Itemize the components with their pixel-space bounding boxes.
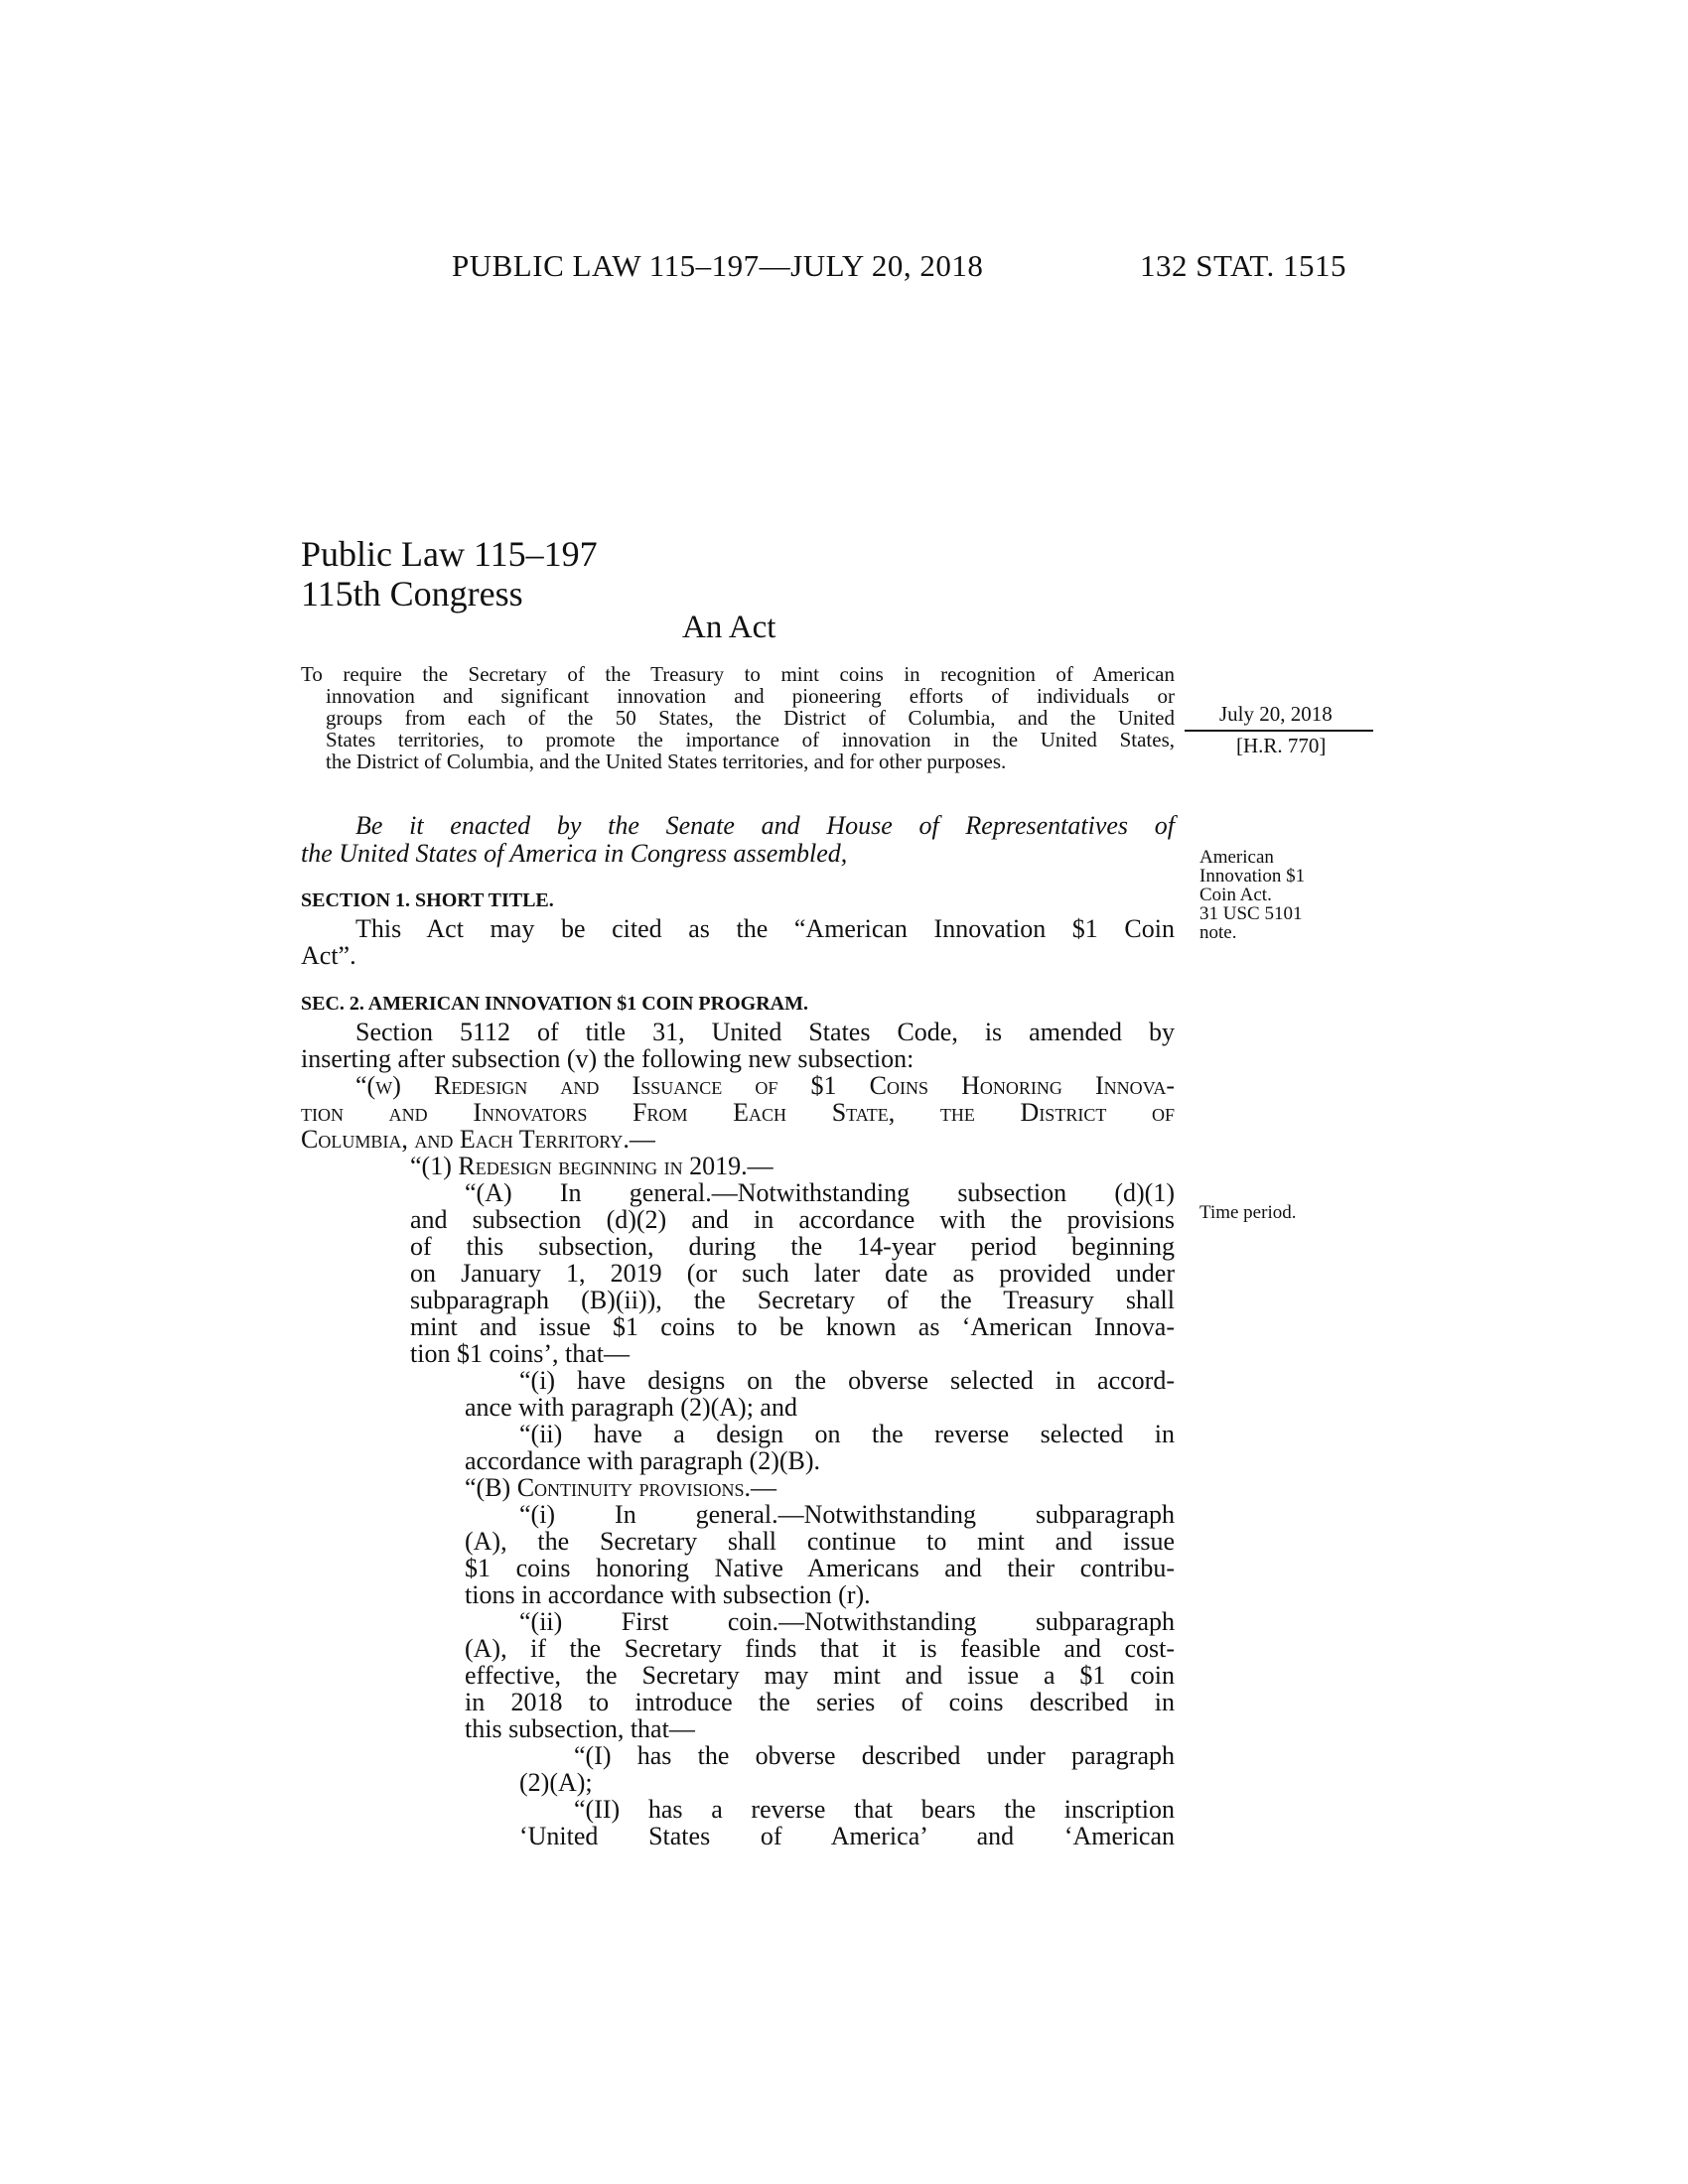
margin-note-line: Coin Act. [1199, 885, 1272, 905]
margin-rule [1185, 730, 1373, 732]
body-line: of this subsection, during the 14-year period beginning [410, 1232, 1175, 1261]
body-line: “(I) has the obverse described under paragraph [574, 1741, 1175, 1770]
body-line: accordance with paragraph (2)(B). [465, 1446, 821, 1475]
margin-note-line: 31 USC 5101 [1199, 903, 1303, 924]
body-line: ance with paragraph (2)(A); and [465, 1393, 797, 1422]
purpose-block [301, 663, 1175, 772]
body-line: “(i) In general.—Notwithstanding subparagraph [519, 1500, 1175, 1529]
margin-date: July 20, 2018 [1219, 702, 1333, 726]
body-line: “(A) In general.—Notwithstanding subsection (d)(1) [465, 1178, 1175, 1207]
body-line: (A), if the Secretary finds that it is feasible and cost- [465, 1634, 1175, 1663]
body-line: “(1) Redesign beginning in 2019.— [410, 1152, 774, 1180]
body-line: on January 1, 2019 (or such later date as provided under [410, 1259, 1175, 1288]
page-number: 132 STAT. 1515 [1140, 248, 1347, 283]
section-1-text-line: This Act may be cited as the “American Innovation $1 Coin [355, 914, 1175, 943]
body-line: and subsection (d)(2) and in accordance with the provisions [410, 1205, 1175, 1234]
body-line: “(w) Redesign and Issuance of $1 Coins Honoring Innova- [355, 1071, 1175, 1100]
body-line: “(II) has a reverse that bears the inscription [574, 1795, 1175, 1824]
body-line: mint and issue $1 coins to be known as ‘American Innova- [410, 1312, 1175, 1341]
body-line: tions in accordance with subsection (r). [465, 1580, 871, 1609]
purpose-line: groups from each of the 50 States, the District of Columbia, and the United [326, 706, 1175, 730]
enacting-clause [301, 812, 1175, 868]
purpose-line: innovation and significant innovation and pioneering efforts of individuals or [326, 684, 1175, 708]
margin-bill-number: [H.R. 770] [1236, 734, 1327, 757]
running-header: PUBLIC LAW 115–197—JULY 20, 2018 [452, 248, 984, 283]
margin-short-title-note [1199, 848, 1305, 942]
purpose-line: the District of Columbia, and the United States territories, and for other purposes. [326, 750, 1007, 773]
body-line: “(i) have designs on the obverse selected in accord- [519, 1366, 1175, 1395]
enacting-line: Be it enacted by the Senate and House of Representatives of [355, 811, 1175, 840]
purpose-line: States territories, to promote the importance of innovation in the United States, [326, 728, 1175, 751]
enacting-line: the United States of America in Congress assembled, [301, 839, 848, 868]
body-line: tion $1 coins’, that— [410, 1339, 630, 1368]
body-line: (A), the Secretary shall continue to mint and issue [465, 1527, 1175, 1556]
body-line: Section 5112 of title 31, United States Code, is amended by [355, 1018, 1175, 1046]
body-line: tion and Innovators From Each State, the District of [301, 1098, 1175, 1127]
body-line: $1 coins honoring Native Americans and their contribu- [465, 1554, 1175, 1582]
body-line: “(ii) First coin.—Notwithstanding subparagraph [519, 1607, 1175, 1636]
body-line: this subsection, that— [465, 1714, 695, 1743]
act-heading: An Act [682, 610, 776, 645]
section-2-body [301, 1019, 1175, 1849]
body-line: “(ii) have a design on the reverse selected in [519, 1420, 1175, 1448]
section-2-heading: SEC. 2. AMERICAN INNOVATION $1 COIN PROGRAM. [301, 993, 808, 1015]
section-1-heading: SECTION 1. SHORT TITLE. [301, 889, 554, 911]
public-law-number: Public Law 115–197 [301, 534, 598, 574]
body-line: subparagraph (B)(ii)), the Secretary of the Treasury shall [410, 1286, 1175, 1314]
body-line: in 2018 to introduce the series of coins described in [465, 1688, 1175, 1716]
section-1-text-line: Act”. [301, 941, 356, 970]
body-line: Columbia, and Each Territory.— [301, 1125, 655, 1154]
body-line: ‘United States of America’ and ‘American [519, 1822, 1175, 1850]
margin-note-line: note. [1199, 922, 1237, 943]
body-line: (2)(A); [519, 1768, 593, 1797]
margin-note-line: American [1199, 847, 1274, 868]
congress-number: 115th Congress [301, 574, 523, 614]
margin-note-line: Innovation $1 [1199, 866, 1306, 887]
body-line: “(B) Continuity provisions.— [465, 1473, 777, 1502]
body-line: effective, the Secretary may mint and issue a $1 coin [465, 1661, 1175, 1690]
purpose-line: To require the Secretary of the Treasury to mint coins in recognition of American [301, 662, 1175, 686]
margin-time-period: Time period. [1199, 1202, 1297, 1223]
body-line: inserting after subsection (v) the following new subsection: [301, 1044, 914, 1073]
